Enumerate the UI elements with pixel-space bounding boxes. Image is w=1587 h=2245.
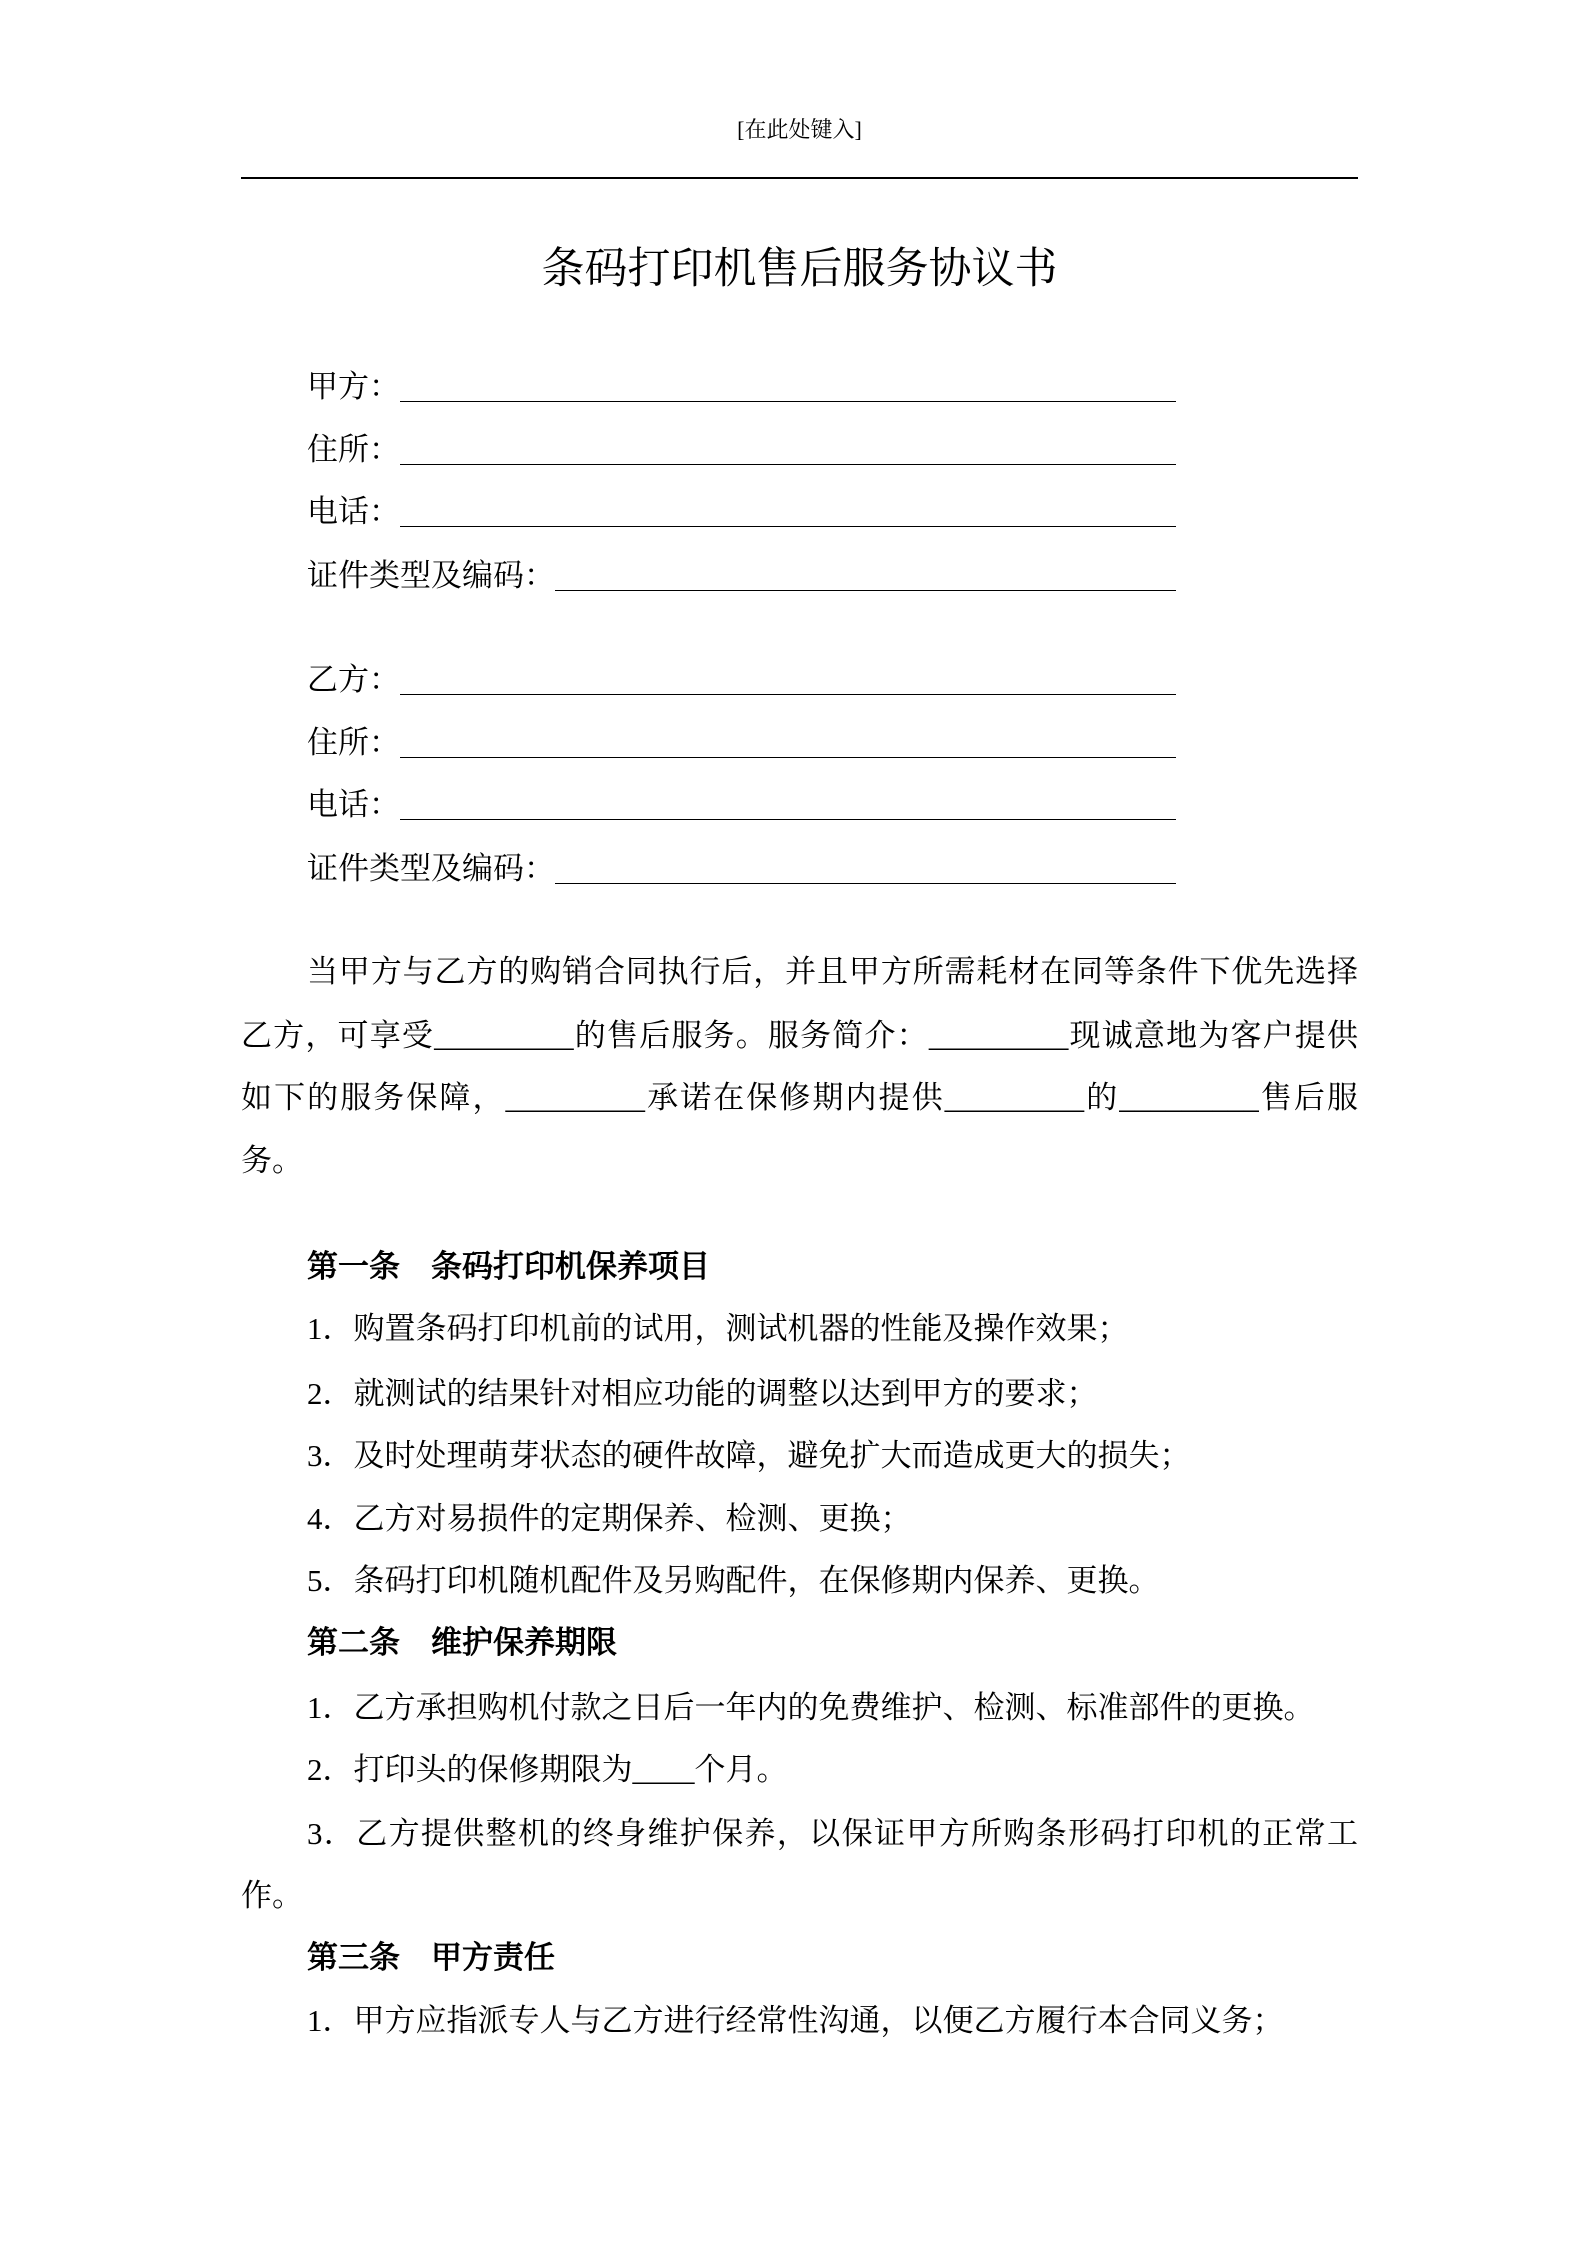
intro-paragraph-line: 如下的服务保障，_________承诺在保修期内提供_________的_________售后服 xyxy=(241,1080,1358,1115)
party-a-phone-row xyxy=(307,490,1176,534)
article-1-item: 3．及时处理萌芽状态的硬件故障，避免扩大而造成更大的损失； xyxy=(307,1438,1191,1473)
party-b-phone-label: 电话： xyxy=(307,787,400,822)
article-2-heading: 第二条 维护保养期限 xyxy=(307,1625,617,1660)
party-a-name-label: 甲方： xyxy=(307,369,400,404)
party-a-address-label: 住所： xyxy=(307,432,400,467)
article-1-item: 4．乙方对易损件的定期保养、检测、更换； xyxy=(307,1501,912,1536)
article-1-item: 2．就测试的结果针对相应功能的调整以达到甲方的要求； xyxy=(307,1376,1098,1411)
party-a-id-row xyxy=(307,554,1176,598)
header-rule xyxy=(241,177,1358,179)
article-2-item: 1．乙方承担购机付款之日后一年内的免费维护、检测、标准部件的更换。 xyxy=(307,1690,1315,1725)
article-2-item: 3．乙方提供整机的终身维护保养，以保证甲方所购条形码打印机的正常工 xyxy=(307,1816,1358,1851)
intro-paragraph-line: 当甲方与乙方的购销合同执行后，并且甲方所需耗材在同等条件下优先选择 xyxy=(307,954,1358,989)
party-b-address-row xyxy=(307,721,1176,765)
document-title: 条码打印机售后服务协议书 xyxy=(541,246,1058,293)
party-b-name-row xyxy=(307,658,1176,702)
article-1-heading: 第一条 条码打印机保养项目 xyxy=(307,1249,710,1284)
party-b-address-label: 住所： xyxy=(307,725,400,760)
party-a-id-label: 证件类型及编码： xyxy=(307,558,555,593)
article-2-item-continuation: 作。 xyxy=(241,1878,303,1913)
party-b-phone-blank[interactable] xyxy=(400,783,1176,820)
party-a-address-blank[interactable] xyxy=(400,428,1176,465)
party-b-name-label: 乙方： xyxy=(307,662,400,697)
party-a-phone-label: 电话： xyxy=(307,494,400,529)
article-1-item: 1．购置条码打印机前的试用，测试机器的性能及操作效果； xyxy=(307,1311,1129,1346)
party-a-id-blank[interactable] xyxy=(555,554,1176,591)
party-a-name-row xyxy=(307,365,1176,409)
party-b-name-blank[interactable] xyxy=(400,658,1176,695)
party-a-phone-blank[interactable] xyxy=(400,490,1176,527)
article-1-item: 5．条码打印机随机配件及另购配件，在保修期内保养、更换。 xyxy=(307,1563,1160,1598)
party-b-id-blank[interactable] xyxy=(555,847,1176,884)
article-3-heading: 第三条 甲方责任 xyxy=(307,1940,555,1975)
party-b-address-blank[interactable] xyxy=(400,721,1176,758)
party-a-address-row xyxy=(307,428,1176,472)
party-a-name-blank[interactable] xyxy=(400,365,1176,402)
party-b-phone-row xyxy=(307,783,1176,827)
header-placeholder[interactable]: [在此处键入] xyxy=(737,117,862,142)
article-2-item: 2．打印头的保修期限为____个月。 xyxy=(307,1752,788,1787)
intro-paragraph-line: 务。 xyxy=(241,1143,303,1178)
intro-paragraph-line: 乙方，可享受_________的售后服务。服务简介：_________现诚意地为客户提供 xyxy=(241,1018,1358,1053)
party-b-id-label: 证件类型及编码： xyxy=(307,851,555,886)
article-3-item: 1．甲方应指派专人与乙方进行经常性沟通，以便乙方履行本合同义务； xyxy=(307,2003,1284,2038)
party-b-id-row xyxy=(307,847,1176,891)
